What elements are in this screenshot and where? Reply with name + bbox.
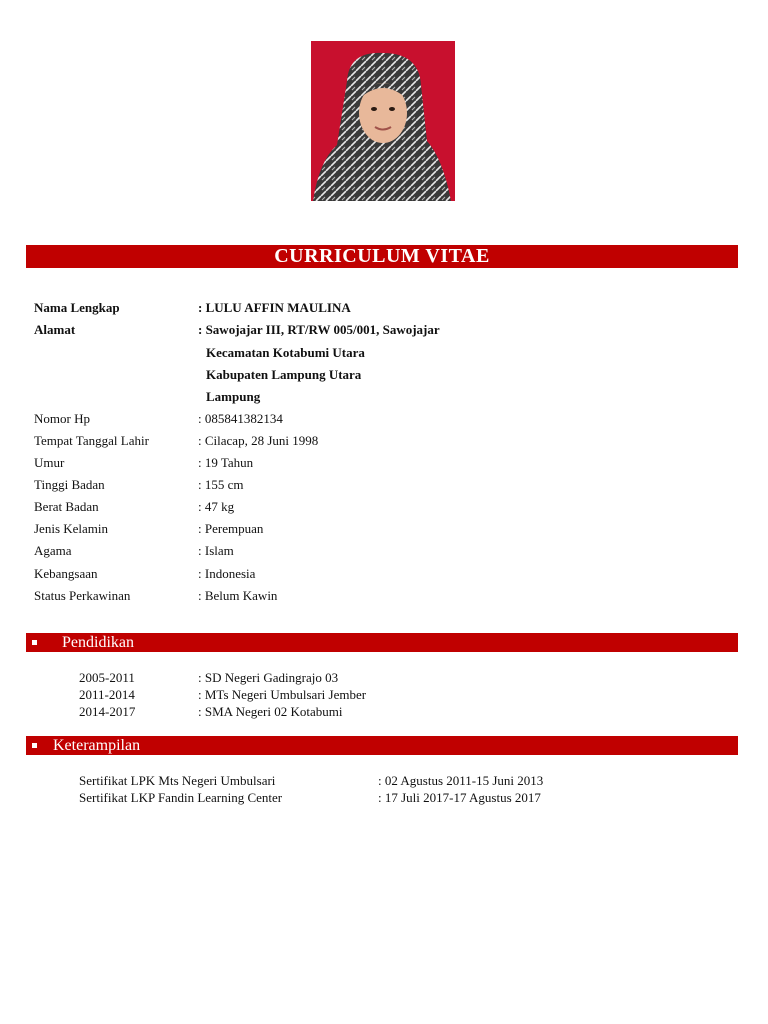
education-years: 2005-2011: [79, 670, 135, 685]
label-umur: Umur: [34, 455, 65, 470]
section-title-keterampilan: Keterampilan: [53, 737, 141, 754]
row-nama-lengkap: [34, 298, 734, 318]
row-tinggi-badan: [34, 475, 734, 495]
row-status-perkawinan: [34, 586, 734, 606]
address-line-2: Kabupaten Lampung Utara: [206, 367, 362, 382]
value-agama: : Islam: [198, 543, 234, 558]
row-nomor-hp: [34, 409, 734, 429]
address-line-1: Kecamatan Kotabumi Utara: [206, 345, 365, 360]
skill-name: Sertifikat LKP Fandin Learning Center: [79, 790, 283, 805]
label-nomor-hp: Nomor Hp: [34, 411, 90, 426]
skill-period: : 17 Juli 2017-17 Agustus 2017: [378, 790, 541, 805]
value-jenis-kelamin: : Perempuan: [198, 521, 264, 536]
label-tempat-tanggal-lahir: Tempat Tanggal Lahir: [34, 433, 149, 448]
education-school: : MTs Negeri Umbulsari Jember: [198, 687, 367, 702]
profile-photo: [311, 41, 455, 201]
value-kebangsaan: : Indonesia: [198, 566, 256, 581]
bullet-icon: [32, 640, 37, 645]
row-agama: [34, 541, 734, 561]
label-berat-badan: Berat Badan: [34, 499, 99, 514]
value-umur: : 19 Tahun: [198, 455, 254, 470]
label-jenis-kelamin: Jenis Kelamin: [34, 521, 109, 536]
row-jenis-kelamin: [34, 519, 734, 539]
value-status-perkawinan: : Belum Kawin: [198, 588, 278, 603]
value-nomor-hp: : 085841382134: [198, 411, 283, 426]
value-tempat-tanggal-lahir: : Cilacap, 28 Juni 1998: [198, 433, 319, 448]
section-header-pendidikan: [26, 633, 738, 652]
cv-title-bar: CURRICULUM VITAE: [26, 245, 738, 268]
label-nama-lengkap: Nama Lengkap: [34, 300, 120, 315]
row-berat-badan: [34, 497, 734, 517]
value-tinggi-badan: : 155 cm: [198, 477, 244, 492]
label-kebangsaan: Kebangsaan: [34, 566, 98, 581]
row-umur: [34, 453, 734, 473]
bullet-icon: [32, 743, 37, 748]
education-school: : SMA Negeri 02 Kotabumi: [198, 704, 343, 719]
value-alamat: : Sawojajar III, RT/RW 005/001, Sawojajar: [198, 322, 440, 337]
education-years: 2014-2017: [79, 704, 136, 719]
label-agama: Agama: [34, 543, 72, 558]
education-years: 2011-2014: [79, 687, 135, 702]
label-status-perkawinan: Status Perkawinan: [34, 588, 131, 603]
portrait-illustration: [311, 41, 455, 201]
label-alamat: Alamat: [34, 322, 76, 337]
value-berat-badan: : 47 kg: [198, 499, 235, 514]
section-header-keterampilan: [26, 736, 738, 755]
section-title-pendidikan: Pendidikan: [62, 634, 134, 651]
education-school: : SD Negeri Gadingrajo 03: [198, 670, 339, 685]
skill-name: Sertifikat LPK Mts Negeri Umbulsari: [79, 773, 276, 788]
label-tinggi-badan: Tinggi Badan: [34, 477, 105, 492]
row-alamat: [34, 320, 734, 340]
value-nama-lengkap: : LULU AFFIN MAULINA: [198, 300, 351, 315]
address-line-3: Lampung: [206, 389, 261, 404]
row-kebangsaan: [34, 564, 734, 584]
skill-period: : 02 Agustus 2011-15 Juni 2013: [378, 773, 544, 788]
row-tempat-tanggal-lahir: [34, 431, 734, 451]
